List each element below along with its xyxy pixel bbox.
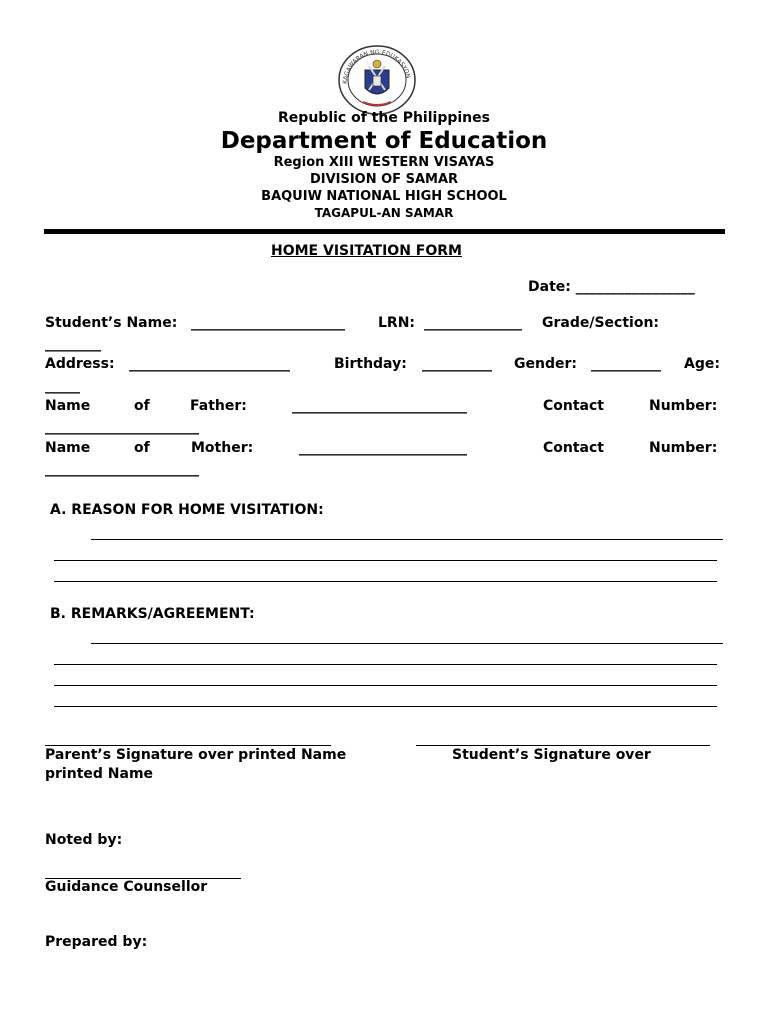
- remarks-line-2: [54, 664, 717, 665]
- birthday-blank: __________: [422, 356, 492, 372]
- gender-label: Gender:: [514, 356, 577, 372]
- reason-line-2: [54, 560, 717, 561]
- parent-signature-line: [45, 745, 331, 746]
- father-contact-blank: ______________________: [45, 419, 199, 435]
- guidance-counsellor-label: Guidance Counsellor: [45, 879, 208, 895]
- lrn-label: LRN:: [378, 315, 416, 331]
- grade-section-blank: ________: [45, 336, 101, 352]
- deped-seal-icon: [336, 44, 418, 116]
- age-label: Age:: [684, 356, 720, 372]
- mother-number-label: Number:: [649, 440, 718, 456]
- town-text: TAGAPUL-AN SAMAR: [314, 206, 454, 220]
- father-label-of: of: [134, 398, 150, 414]
- father-contact-label: Contact: [543, 398, 604, 414]
- father-name-blank: _________________________: [292, 398, 467, 414]
- address-blank: _______________________: [129, 356, 290, 372]
- republic-heading: Republic of the Philippines: [278, 110, 490, 126]
- seal-text: KAGAWARAN NG EDUKASYON: [341, 48, 412, 85]
- remarks-line-1: [91, 643, 723, 644]
- birthday-label: Birthday:: [334, 356, 407, 372]
- date-field: Date: _________________: [528, 279, 695, 295]
- printed-name-label: printed Name: [45, 766, 154, 782]
- father-label-name: Name: [45, 398, 91, 414]
- department-heading: Department of Education: [220, 128, 548, 154]
- mother-name-blank: ________________________: [299, 440, 467, 456]
- student-signature-line: [416, 745, 710, 746]
- address-label: Address:: [45, 356, 115, 372]
- lrn-blank: ______________: [424, 315, 522, 331]
- mother-label-name: Name: [45, 440, 91, 456]
- header-divider: [44, 229, 725, 234]
- region-text: Region XIII WESTERN VISAYAS: [273, 155, 495, 170]
- reason-section-title: A. REASON FOR HOME VISITATION:: [50, 502, 324, 518]
- parent-signature-label: Parent’s Signature over printed Name: [45, 747, 347, 763]
- noted-by-label: Noted by:: [45, 832, 123, 848]
- student-signature-label: Student’s Signature over: [452, 747, 651, 763]
- division-text: DIVISION OF SAMAR: [309, 172, 459, 187]
- prepared-by-label: Prepared by:: [45, 934, 148, 950]
- remarks-section-title: B. REMARKS/AGREEMENT:: [50, 606, 255, 622]
- grade-section-label: Grade/Section:: [542, 315, 660, 331]
- remarks-line-3: [54, 685, 717, 686]
- father-number-label: Number:: [649, 398, 718, 414]
- school-text: BAQUIW NATIONAL HIGH SCHOOL: [261, 189, 507, 204]
- mother-label: Mother:: [191, 440, 254, 456]
- form-title: HOME VISITATION FORM: [271, 243, 462, 259]
- remarks-line-4: [54, 706, 717, 707]
- gender-blank: __________: [591, 356, 661, 372]
- student-name-label: Student’s Name:: [45, 315, 178, 331]
- age-blank: _____: [45, 378, 80, 394]
- reason-line-3: [54, 581, 717, 582]
- father-label: Father:: [190, 398, 247, 414]
- reason-line-1: [91, 539, 723, 540]
- mother-contact-blank: ______________________: [45, 461, 199, 477]
- student-name-blank: ______________________: [191, 315, 345, 331]
- mother-label-of: of: [134, 440, 150, 456]
- mother-contact-label: Contact: [543, 440, 604, 456]
